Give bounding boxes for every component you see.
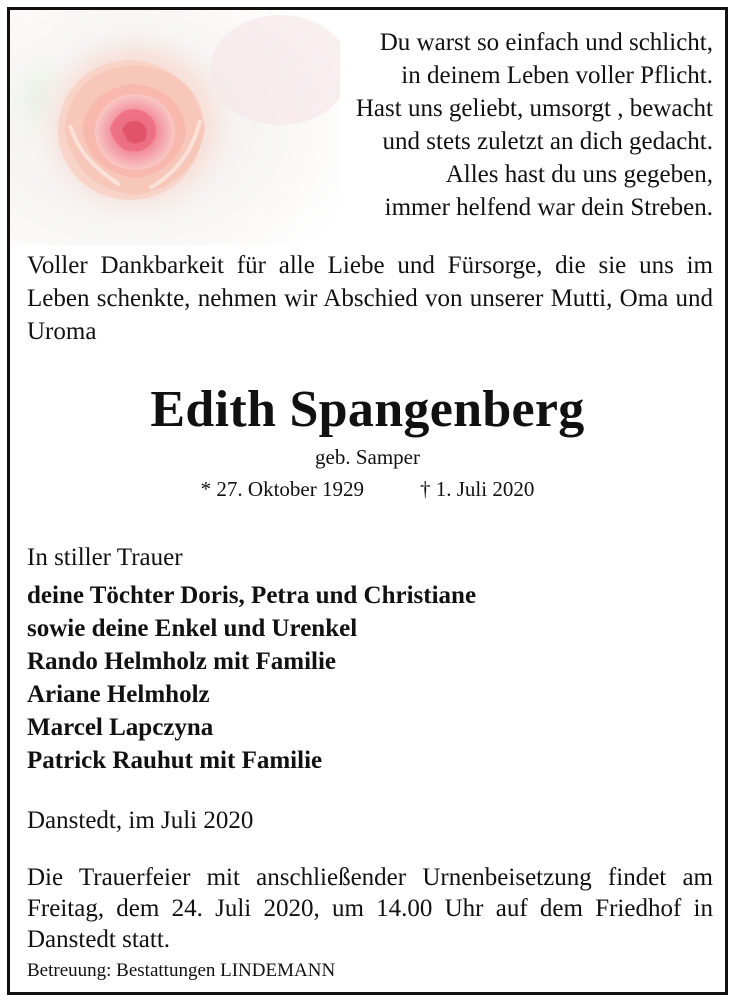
mourner: deine Töchter Doris, Petra und Christiane: [27, 582, 477, 609]
poem-line: Du warst so einfach und schlicht,: [379, 29, 713, 56]
birth-date: * 27. Oktober 1929: [200, 477, 364, 501]
poem-line: Alles hast du uns gegeben,: [445, 161, 713, 188]
poem-line: immer helfend war dein Streben.: [384, 194, 713, 221]
rose-image: [10, 10, 340, 245]
mourner: Rando Helmholz mit Familie: [27, 648, 336, 675]
mourner: Patrick Rauhut mit Familie: [27, 747, 323, 774]
poem: [293, 26, 713, 224]
rose-icon: [10, 10, 340, 245]
place-date: Danstedt, im Juli 2020: [27, 807, 254, 834]
poem-line: und stets zuletzt an dich gedacht.: [382, 128, 713, 155]
deceased-name: Edith Spangenberg: [150, 381, 585, 438]
mourning-line: In stiller Trauer: [27, 544, 183, 571]
intro-text: Voller Dankbarkeit für alle Liebe und Fürsorge, die sie uns im Leben schenkte, nehmen wir Abschied von unserer Mutti, Oma und Uroma: [27, 252, 713, 345]
poem-line: Hast uns geliebt, umsorgt , bewacht: [355, 95, 713, 122]
mourner: Ariane Helmholz: [27, 681, 210, 708]
birth-name: geb. Samper: [315, 445, 420, 469]
funeral-home: Betreuung: Bestattungen LINDEMANN: [27, 960, 336, 981]
obituary-frame: [7, 7, 728, 995]
mourner: sowie deine Enkel und Urenkel: [27, 615, 358, 642]
mourners-list: [27, 579, 476, 777]
poem-line: in deinem Leben voller Pflicht.: [401, 62, 713, 89]
service-info: Die Trauerfeier mit anschließender Urnenbeisetzung findet am Freitag, dem 24. Juli 2020, um 14.00 Uhr auf dem Friedhof in Danstedt statt.: [27, 864, 713, 953]
life-dates: [10, 475, 725, 503]
death-date: † 1. Juli 2020: [419, 477, 535, 501]
mourner: Marcel Lapczyna: [27, 714, 214, 741]
